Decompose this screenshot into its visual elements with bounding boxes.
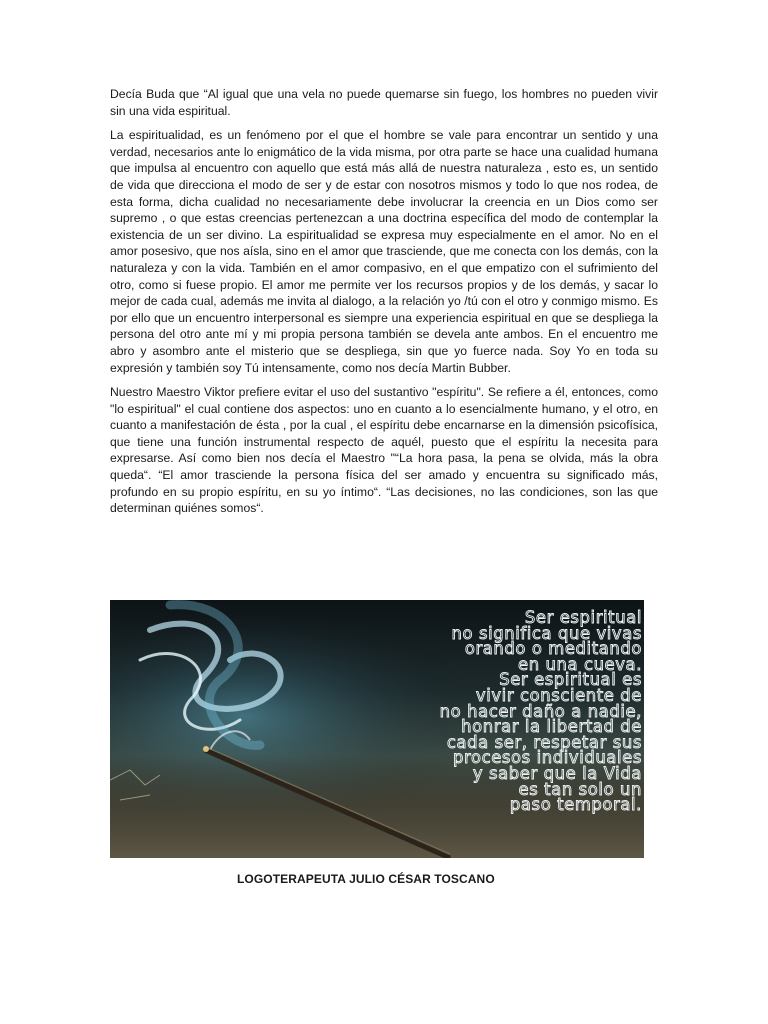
quote-line: paso temporal. <box>509 795 642 815</box>
quote-line: en una cueva. <box>518 654 642 674</box>
quote-line: procesos individuales <box>453 748 642 768</box>
quote-line: cada ser, respetar sus <box>446 732 642 752</box>
author-signature: LOGOTERAPEUTA JULIO CÉSAR TOSCANO <box>237 872 495 886</box>
paragraph-viktor: Nuestro Maestro Viktor prefiere evitar el uso del sustantivo "espíritu". Se refiere a él, entonces, como "lo espiritual" el cual contiene dos aspectos: uno en cuanto a lo esencialmente humano, y el otro, en cuanto a manifestación de ésta , por la cual , el espíritu debe encarnarse en la dimensión psicofísica, que tiene una función instrumental respecto de aquél, puesto que el espíritu la necesita para expresarse. Así como bien nos decía el Maestro "“La hora pasa, la pena se olvida, más la obra queda“. “El amor trasciende la persona física del ser amado y encuentra su significado más, profundo en su propio espíritu, en su yo íntimo“. “Las decisiones, no las condiciones, son las que determinan quiénes somos“. <box>110 385 658 516</box>
quote-line: orando o meditando <box>464 639 642 659</box>
quote-line: y saber que la Vida <box>472 763 642 783</box>
quote-line: no hacer daño a nadie, <box>439 701 642 721</box>
quote-line: no significa que vivas <box>451 623 642 643</box>
paragraph-buddha-quote: Decía Buda que “Al igual que una vela no puede quemarse sin fuego, los hombres no pueden vivir sin una vida espiritual. <box>110 87 658 118</box>
quote-line: es tan solo un <box>518 779 642 799</box>
quote-line: vivir consciente de <box>475 685 642 705</box>
body-text <box>110 86 658 525</box>
quote-line: Ser espiritual es <box>499 670 642 690</box>
paragraph-spirituality: La espiritualidad, es un fenómeno por el que el hombre se vale para encontrar un sentido y una verdad, necesarios ante lo enigmático de la vida misma, por otra parte se hace una cualidad humana que impulsa al encuentro con aquello que está más allá de nuestra naturaleza , esto es, un sentido de vida que direcciona el modo de ser y de estar con nosotros mismos y todo lo que nos rodea, de esta forma, dicha cualidad no necesariamente debe involucrar la creencia en un Dios como ser supremo , o que estas creencias pertenezcan a una doctrina específica del modo de contemplar la existencia de un ser divino. La espiritualidad se expresa muy especialmente en el amor. No en el amor posesivo, que nos aísla, sino en el amor que trasciende, que me conecta con los demás, con la naturaleza y con la vida. También en el amor compasivo, en el que empatizo con el sufrimiento del otro, como si fuese propio. El amor me permite ver los recursos propios y de los demás, y sacar lo mejor de cada cual, además me invita al dialogo, a la relación yo /tú con el otro y conmigo mismo. Es por ello que un encuentro interpersonal es siempre una experiencia espiritual en que se despliega la persona del otro ante mí y mi propia persona también se devela ante ambos. En el encuentro me abro y asombro ante el misterio que se despliega, sin que yo fuerce nada. Soy Yo en toda su expresión y también soy Tú intensamente, como nos decía Martin Bubber. <box>110 128 658 375</box>
image-quote-text <box>260 610 642 813</box>
quote-line: Ser espiritual <box>524 608 642 627</box>
quote-line: honrar la libertad de <box>461 717 642 737</box>
incense-smoke-image <box>110 600 644 858</box>
